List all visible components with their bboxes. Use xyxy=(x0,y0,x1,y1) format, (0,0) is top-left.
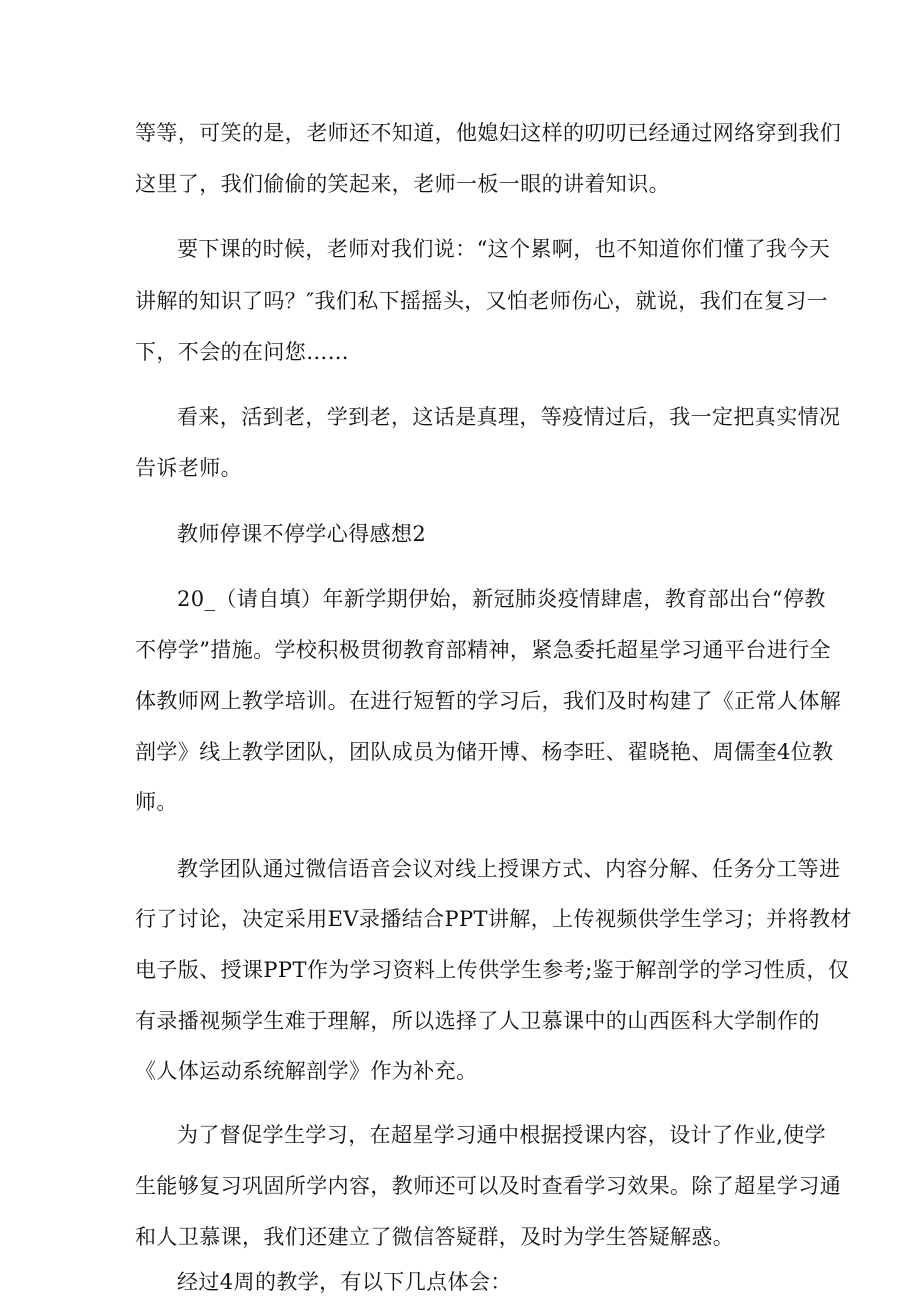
text-line: 有录播视频学生难于理解，所以选择了人卫慕课中的山西医科大学制作的 xyxy=(135,1009,820,1033)
text-line: 这里了，我们偷偷的笑起来，老师一板一眼的讲着知识。 xyxy=(135,172,670,196)
text-line: 要下课的时候，老师对我们说：“这个累啊，也不知道你们懂了我今天 xyxy=(177,237,831,261)
section-heading: 教师停课不停学心得感想2 xyxy=(177,522,427,546)
text-line: 不停学”措施。学校积极贯彻教育部精神，紧急委托超星学习通平台进行全 xyxy=(135,638,831,662)
text-line: 剖学》线上教学团队，团队成员为储开博、杨李旺、翟晓艳、周儒奎4位教 xyxy=(135,740,834,764)
text-line: 行了讨论，决定采用EV录播结合PPT讲解，上传视频供学生学习；并将教材 xyxy=(135,907,852,931)
text-line: 等等，可笑的是，老师还不知道，他媳妇这样的叨叨已经通过网络穿到我们 xyxy=(135,121,842,145)
text-line: 生能够复习巩固所学内容，教师还可以及时查看学习效果。除了超星学习通 xyxy=(135,1174,842,1198)
text-line: 讲解的知识了吗？″我们私下摇摇头，又怕老师伤心，就说，我们在复习一 xyxy=(135,289,829,313)
text-line: 看来，活到老，学到老，这话是真理，等疫情过后，我一定把真实情况 xyxy=(177,405,841,429)
text-line: 电子版、授课PPT作为学习资料上传供学生参考;鉴于解剖学的学习性质，仅 xyxy=(135,958,850,982)
text-line: 20_（请自填）年新学期伊始，新冠肺炎疫情肆虐，教育部出台“停教 xyxy=(177,587,826,611)
text-line: 教学团队通过微信语音会议对线上授课方式、内容分解、任务分工等进 xyxy=(177,857,841,881)
text-line: 下，不会的在问您…… xyxy=(135,340,349,364)
text-line: 告诉老师。 xyxy=(135,456,242,480)
text-line: 体教师网上教学培训。在进行短暂的学习后，我们及时构建了《正常人体解 xyxy=(135,689,842,713)
text-line: 和人卫慕课，我们还建立了微信答疑群，及时为学生答疑解惑。 xyxy=(135,1225,735,1249)
text-line: 经过4周的教学，有以下几点体会： xyxy=(177,1270,512,1294)
text-line: 《人体运动系统解剖学》作为补充。 xyxy=(135,1059,478,1083)
text-line: 为了督促学生学习，在超星学习通中根据授课内容，设计了作业,使学 xyxy=(177,1123,827,1147)
text-line: 师。 xyxy=(135,790,178,814)
